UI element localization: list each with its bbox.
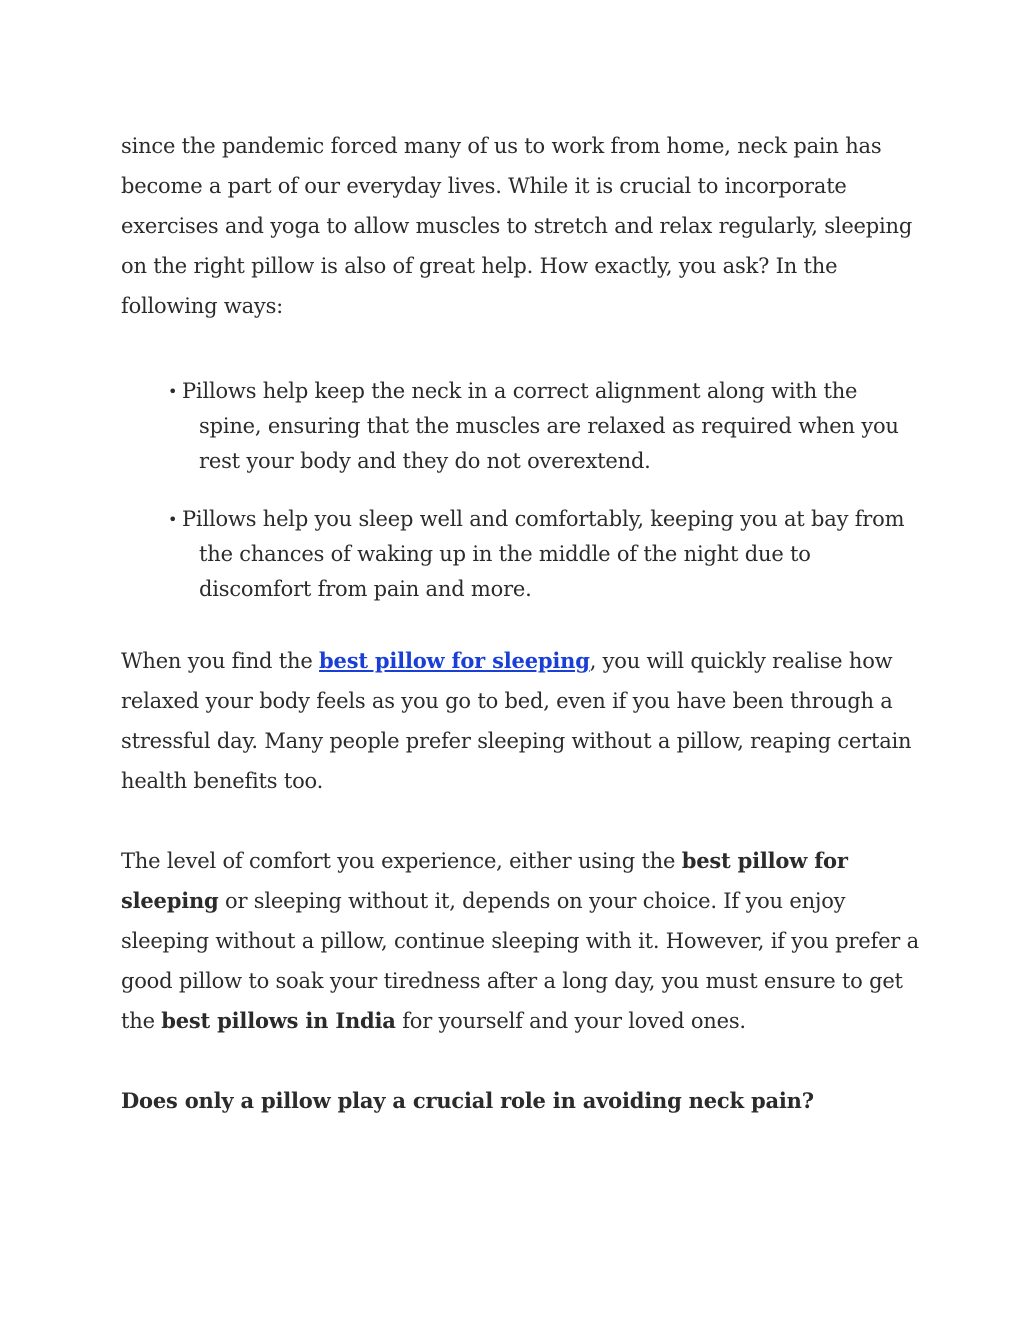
paragraph-text: , you will quickly realise how relaxed your body feels as you go to bed, even if you have been through a stressful day. Many people prefer sleeping without a pillow, reaping certain health benefits too. xyxy=(121,649,912,793)
section-heading: Does only a pillow play a crucial role in avoiding neck pain? xyxy=(121,1088,814,1113)
bullet-icon: • xyxy=(168,510,178,529)
list-item-first-line: Pillows help keep the neck in a correct alignment along with the xyxy=(182,379,858,403)
document-page xyxy=(121,126,921,1121)
list-item-rest: from the chances of waking up in the middle of the night due to discomfort from pain and more. xyxy=(199,507,905,601)
bullet-icon: • xyxy=(168,382,178,401)
paragraph-text: When you find the xyxy=(121,649,320,673)
paragraph-text: The level of comfort you experience, either using the xyxy=(121,849,682,873)
spacer xyxy=(121,801,921,841)
paragraph-text: or sleeping without it, depends on your choice. If you enjoy sleeping without a pillow, continue sleeping with it. However, if you prefer a good pillow to soak your tiredness after a long day, you must ensure to get the xyxy=(121,889,919,1033)
pillow-paragraph xyxy=(121,641,921,801)
bold-phrase: best pillows in India xyxy=(161,1008,396,1033)
bold-phrase: best pillow for sleeping xyxy=(121,848,848,913)
spacer xyxy=(121,1041,921,1081)
list-item-first-line: Pillows help you sleep well and comfortably, keeping you at bay xyxy=(182,507,849,531)
list-item-rest: spine, ensuring that the muscles are relaxed as required when you rest your body and they do not overextend. xyxy=(199,414,899,473)
list-item xyxy=(121,502,921,607)
intro-paragraph: since the pandemic forced many of us to work from home, neck pain has become a part of our everyday lives. While it is crucial to incorporate exercises and yoga to allow muscles to stretch and relax regularly, sleeping on the right pillow is also of great help. How exactly, you ask? In the following ways: xyxy=(121,134,913,318)
best-pillow-link[interactable]: best pillow for sleeping xyxy=(319,648,590,673)
paragraph-text: for yourself and your loved ones. xyxy=(395,1009,746,1033)
comfort-paragraph xyxy=(121,841,921,1041)
benefits-list xyxy=(121,374,921,607)
list-item xyxy=(121,374,921,479)
